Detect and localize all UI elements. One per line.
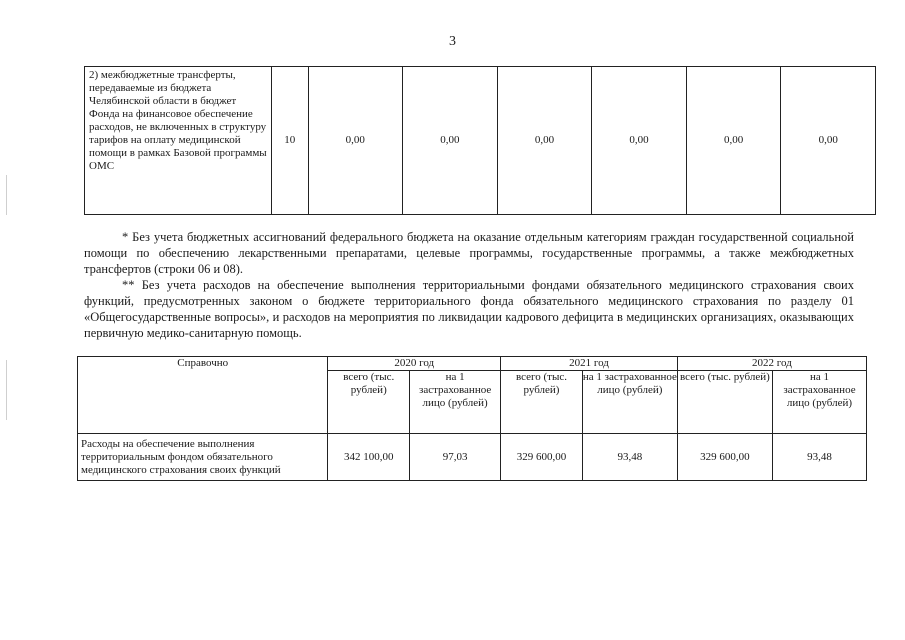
table-row: [85, 67, 876, 215]
year-header: 2021 год: [501, 357, 678, 371]
table-cell: 342 100,00: [328, 434, 410, 481]
year-header: 2022 год: [677, 357, 866, 371]
footnotes: [84, 229, 854, 341]
subheader-cell: всего (тыс. рублей): [677, 371, 772, 434]
table-cell: 0,00: [686, 67, 781, 215]
table-cell: 329 600,00: [501, 434, 583, 481]
row-label: 2) межбюджетные трансферты, передаваемые из бюджета Челябинской области в бюджет Фонда на финансовое обеспечение расходов, не включенных в структуру тарифов на оплату медицинской помощи в рамках Базовой программы ОМС: [85, 67, 272, 215]
table-cell: 93,48: [582, 434, 677, 481]
subheader-cell: на 1 застрахованное лицо (рублей): [772, 371, 866, 434]
table-cell: 0,00: [308, 67, 403, 215]
subheader-cell: на 1 застрахованное лицо (рублей): [582, 371, 677, 434]
page-number: 3: [449, 34, 456, 49]
table-cell: 0,00: [592, 67, 687, 215]
table-cell: 0,00: [403, 67, 498, 215]
table-cell: 0,00: [781, 67, 876, 215]
reference-table: [77, 356, 867, 481]
row-label: Расходы на обеспечение выполнения территориальным фондом обязательного медицинского страхования своих функций: [78, 434, 328, 481]
footnote-2: ** Без учета расходов на обеспечение выполнения территориальными фондами обязательного медицинского страхования своих функций, предусмотренных законом о бюджете территориального фонда обязательного медицинского страхования по разделу 01 «Общегосударственные вопросы», и расходов на мероприятия по ликвидации кадрового дефицита в медицинских организациях, оказывающих первичную медико-санитарную помощь.: [84, 278, 854, 340]
year-header: 2020 год: [328, 357, 501, 371]
row-code: 10: [272, 67, 309, 215]
header-label: Справочно: [78, 357, 328, 434]
scan-margin-mark: [6, 360, 7, 420]
subheader-cell: всего (тыс. рублей): [501, 371, 583, 434]
subheader-cell: на 1 застрахованное лицо (рублей): [410, 371, 501, 434]
subheader-cell: всего (тыс. рублей): [328, 371, 410, 434]
table-cell: 329 600,00: [677, 434, 772, 481]
table-header-row: [78, 357, 867, 371]
table-cell: 0,00: [497, 67, 592, 215]
table-row: [78, 434, 867, 481]
table-cell: 97,03: [410, 434, 501, 481]
scan-margin-mark: [6, 175, 7, 215]
table-cell: 93,48: [772, 434, 866, 481]
transfers-table: [84, 66, 876, 215]
footnote-1: * Без учета бюджетных ассигнований федерального бюджета на оказание отдельным категориям граждан государственной социальной помощи по обеспечению лекарственными препаратами, целевые программы, государственные программы, а также межбюджетных трансфертов (строки 06 и 08).: [84, 230, 854, 276]
